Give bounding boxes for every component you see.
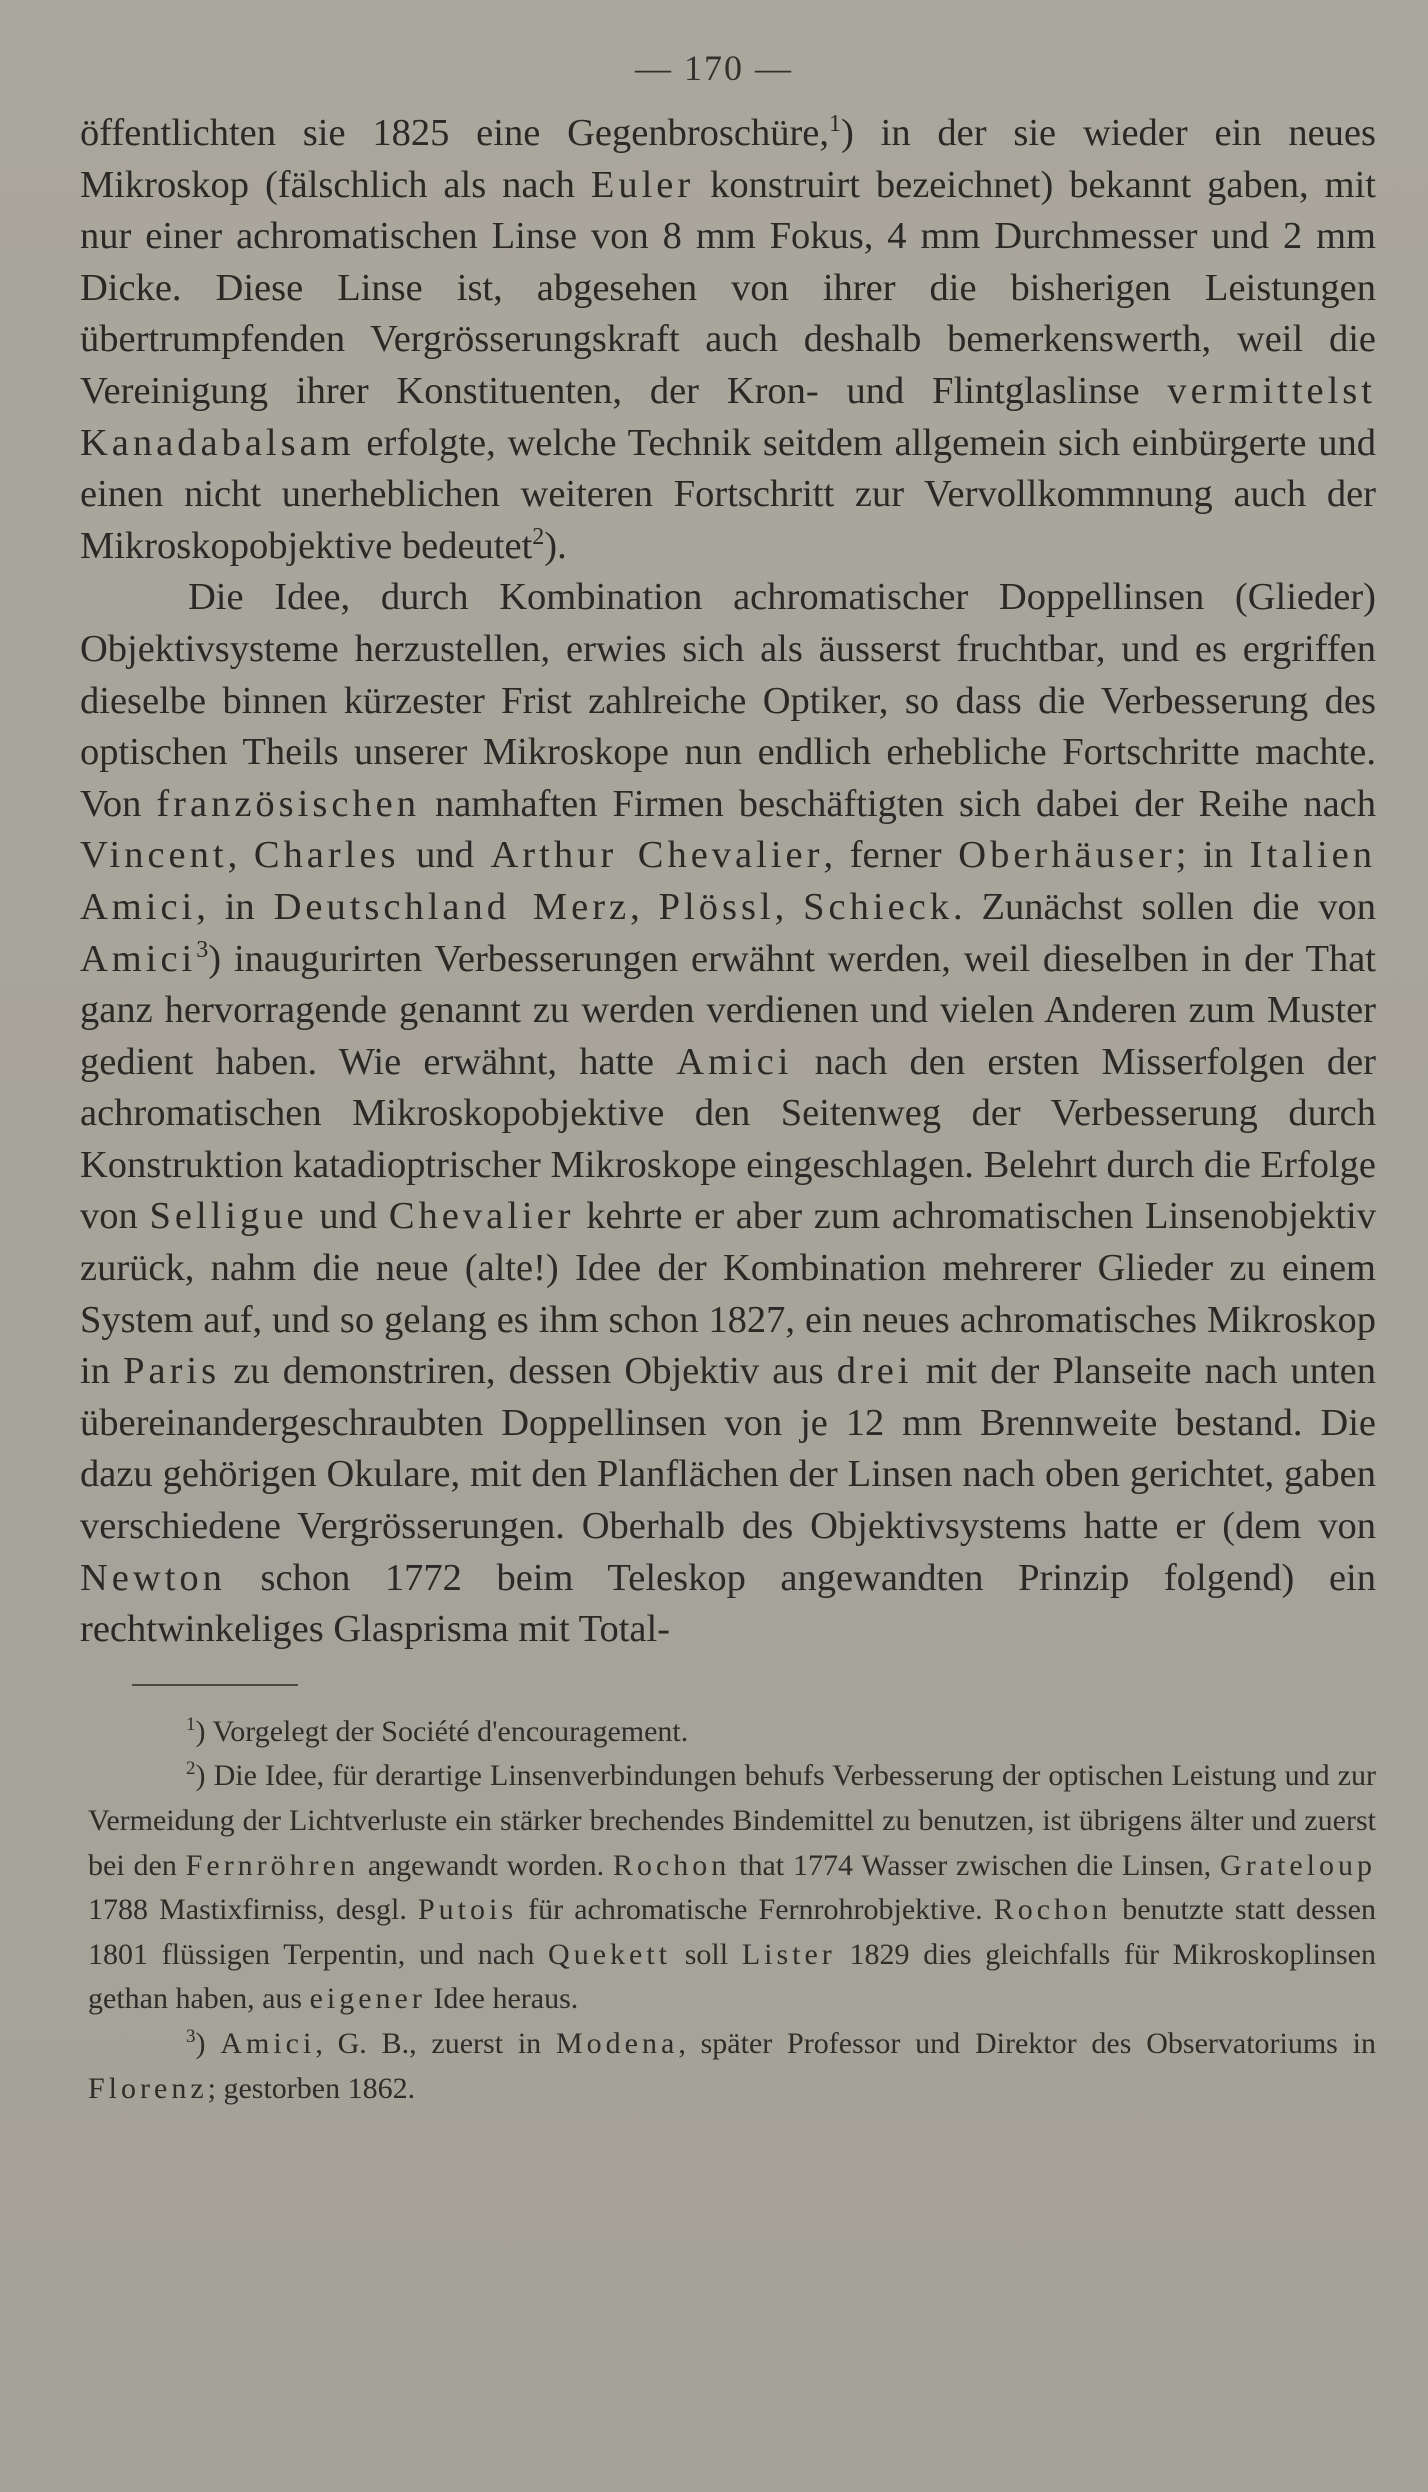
footnote-marker: 3 bbox=[186, 2025, 196, 2047]
text-run: ) in der sie wieder ein neues Mikroskop (fälschlich als nach bbox=[80, 112, 1377, 206]
text-run: that 1774 Wasser zwischen die Linsen, bbox=[730, 1848, 1221, 1882]
text-run: für achromatische Fernrohrobjektive. bbox=[517, 1893, 994, 1927]
page-number: — 170 — bbox=[635, 48, 793, 88]
spaced-text: Amici bbox=[676, 1040, 793, 1083]
text-run: und bbox=[399, 834, 491, 877]
spaced-text: Quekett bbox=[548, 1937, 672, 1971]
spaced-text: Chevalier bbox=[388, 1195, 575, 1238]
text-run: namhaften Firmen beschäftigten sich dabei der Reihe nach bbox=[420, 782, 1377, 825]
spaced-text: Paris bbox=[123, 1350, 221, 1393]
text-run: ). bbox=[544, 524, 567, 567]
spaced-text: Euler bbox=[590, 163, 695, 206]
spaced-text: drei bbox=[836, 1350, 913, 1393]
spaced-text: Rochon bbox=[993, 1893, 1112, 1927]
text-run: öffentlichten sie 1825 eine Gegenbroschüre, bbox=[80, 112, 830, 154]
footnote-reference: 2 bbox=[532, 523, 545, 550]
text-run: und bbox=[307, 1195, 389, 1238]
spaced-text: vermittelst Kanadabalsam bbox=[80, 369, 1376, 464]
footnote bbox=[88, 1710, 1376, 1755]
text-run: Idee heraus. bbox=[425, 1982, 579, 2016]
paragraph bbox=[80, 108, 1376, 572]
spaced-text: Lister bbox=[741, 1937, 836, 1971]
text-run: , in bbox=[196, 885, 274, 928]
spaced-text: Oberhäuser bbox=[958, 834, 1176, 877]
spaced-text: Plössl bbox=[658, 885, 775, 928]
spaced-text: Newton bbox=[80, 1556, 226, 1599]
text-run: konstruirt bezeichnet) bekannt gaben, mit nur einer achromatischen Linse von 8 mm Fokus, 4 mm Durchmesser und 2 mm Dicke. Diese Linse ist, abgesehen von ihrer die bisherigen Leistungen übertrumpfenden Vergrösserungskraft auch deshalb bemerkenswerth, weil die Vereinigung ihrer Konstituenten, der Kron- und Flintglaslinse bbox=[80, 163, 1376, 412]
text-run: , bbox=[630, 885, 659, 928]
text-run: schon 1772 beim Teleskop angewandten Prinzip folgend) ein rechtwinkeliges Glasprisma mit Total- bbox=[80, 1556, 1376, 1651]
text-run: ; in bbox=[1175, 834, 1250, 877]
text-run: nach den ersten Misserfolgen der achromatischen Mikroskopobjektive den Seitenweg der Verbesserung durch Konstruktion katadioptrischer Mikroskope eingeschlagen. Belehrt durch die Erfolge von bbox=[80, 1040, 1377, 1238]
spaced-text: französischen bbox=[156, 782, 421, 825]
spaced-text: Selligue bbox=[149, 1195, 308, 1238]
text-run: mit der Planseite nach unten übereinandergeschraubten Doppellinsen von je 12 mm Brennweite bestand. Die dazu gehörigen Okulare, mit den Planflächen der Linsen nach oben gerichtet, gaben verschiedene Vergrösserungen. Oberhalb des Objektivsystems hatte er (dem von bbox=[80, 1350, 1376, 1548]
footnote-reference: 3 bbox=[196, 936, 209, 963]
footnote-marker: 1 bbox=[186, 1713, 196, 1735]
text-run: zu demonstriren, dessen Objektiv aus bbox=[220, 1350, 837, 1393]
text-run: , bbox=[774, 885, 804, 928]
text-run: , bbox=[227, 834, 254, 877]
spaced-text: Fernröhren bbox=[185, 1848, 359, 1882]
footnote-reference: 1 bbox=[829, 111, 842, 138]
spaced-text: Charles bbox=[253, 834, 400, 877]
footnote bbox=[88, 1754, 1376, 2022]
text-run: ) Die Idee, für derartige Linsenverbindungen behufs Verbesserung der optischen Leistung und zur Vermeidung der Lichtverluste ein stärker brechendes Bindemittel zu benutzen, ist übrigens älter und zuerst bei den bbox=[88, 1759, 1376, 1882]
text-run: , G. B., zuerst in bbox=[315, 2026, 556, 2060]
text-run: 1829 dies gleichfalls für Mikroskoplinsen gethan haben, aus bbox=[88, 1937, 1376, 2016]
spaced-text: Putois bbox=[417, 1893, 518, 1927]
text-run: . Zunächst sollen die von bbox=[953, 885, 1376, 928]
paragraph bbox=[80, 572, 1376, 1655]
text-run: erfolgte, welche Technik seitdem allgemein sich einbürgerte und einen nicht unerheblichen weiteren Fortschritt zur Vervollkommnung auch der Mikroskopobjektive bedeutet bbox=[80, 421, 1376, 567]
main-text bbox=[80, 108, 1376, 1656]
spaced-text: eigener bbox=[309, 1982, 426, 2016]
text-run: , ferner bbox=[823, 834, 959, 877]
spaced-text: Rochon bbox=[612, 1848, 731, 1882]
spaced-text: Deutschland Merz bbox=[273, 885, 631, 928]
spaced-text: Schieck bbox=[803, 885, 954, 928]
spaced-text: Vincent bbox=[80, 834, 228, 877]
text-run: ) bbox=[195, 2026, 221, 2060]
text-run: soll bbox=[671, 1937, 742, 1971]
spaced-text: Italien Amici bbox=[80, 834, 1376, 928]
footnote-separator bbox=[132, 1684, 298, 1686]
text-run: , später Professor und Direktor des Observatoriums in bbox=[678, 2026, 1377, 2060]
spaced-text: Amici bbox=[220, 2026, 316, 2060]
text-run: kehrte er aber zum achromatischen Linsenobjektiv zurück, nahm die neue (alte!) Idee der Kombination mehrerer Glieder zu einem System auf, und so gelang es ihm schon 1827, ein neues achromatisches Mikroskop in bbox=[80, 1195, 1376, 1393]
footnotes bbox=[88, 1710, 1376, 2111]
spaced-text: Florenz bbox=[88, 2071, 208, 2105]
text-run: ) Vorgelegt der Société d'encouragement. bbox=[195, 1714, 689, 1748]
footnote-marker: 2 bbox=[186, 1758, 196, 1780]
text-run: Die Idee, durch Kombination achromatischer Doppellinsen (Glieder) Objektivsysteme herzustellen, erwies sich als äusserst fruchtbar, und es ergriffen dieselbe binnen kürzester Frist zahlreiche Optiker, so dass die Verbesserung des optischen Theils unserer Mikroskope nun endlich erhebliche Fortschritte machte. Von bbox=[80, 576, 1376, 825]
spaced-text: Arthur Chevalier bbox=[490, 834, 824, 877]
text-run: ) inaugurirten Verbesserungen erwähnt werden, weil dieselben in der That ganz hervorragende genannt zu werden verdienen und vielen Anderen zum Muster gedient haben. Wie erwähnt, hatte bbox=[80, 937, 1376, 1083]
text-run: angewandt worden. bbox=[358, 1848, 613, 1882]
text-run: ; gestorben 1862. bbox=[207, 2071, 416, 2105]
spaced-text: Modena bbox=[556, 2026, 679, 2060]
spaced-text: Grateloup bbox=[1220, 1848, 1377, 1882]
footnote bbox=[88, 2022, 1376, 2111]
text-run: benutzte statt dessen 1801 flüssigen Terpentin, und nach bbox=[88, 1893, 1376, 1971]
spaced-text: Amici bbox=[80, 937, 197, 980]
text-run: 1788 Mastixfirniss, desgl. bbox=[88, 1893, 418, 1927]
